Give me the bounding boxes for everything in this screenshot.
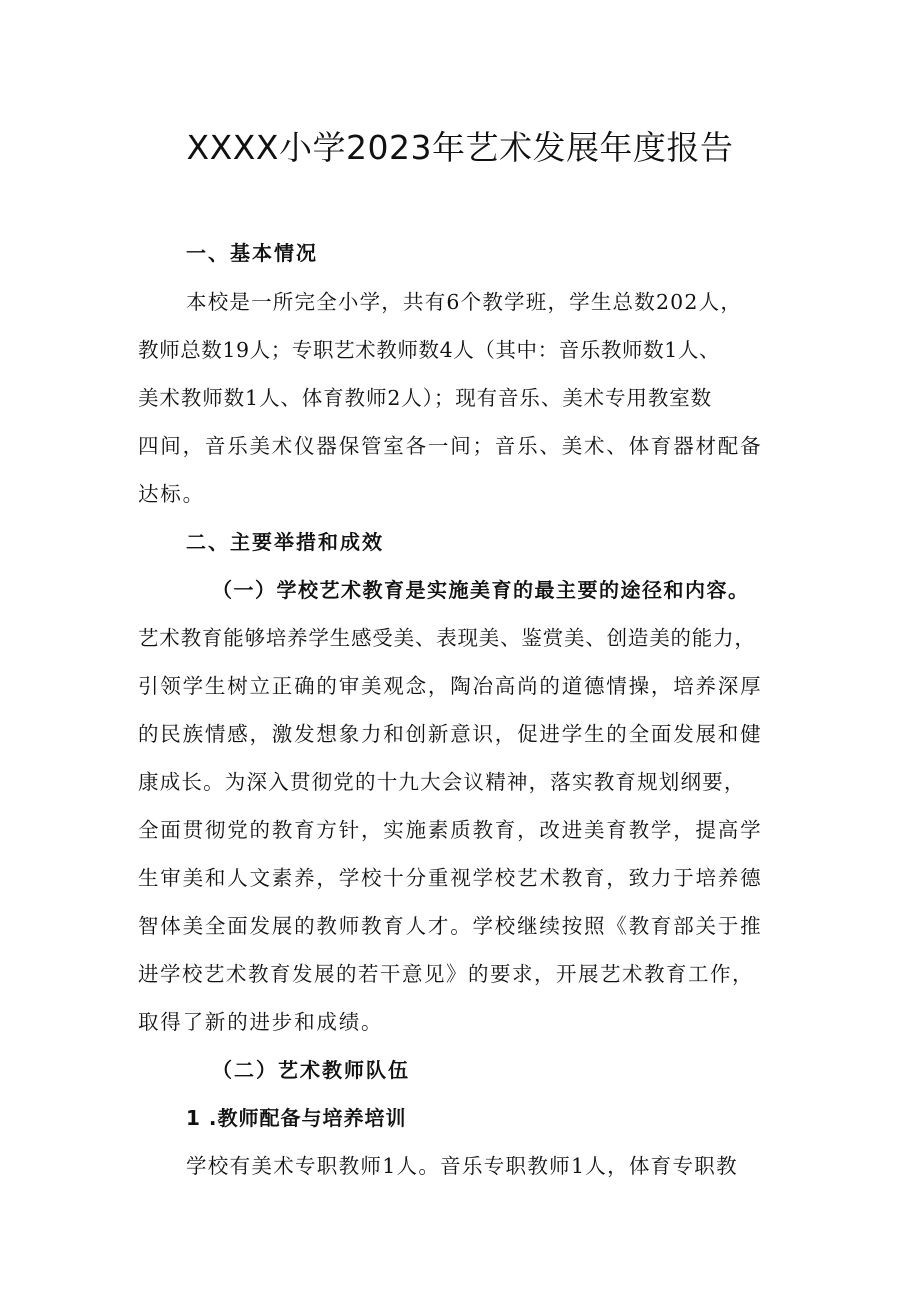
paragraph-line: 引领学生树立正确的审美观念，陶冶高尚的道德情操，培养深厚 xyxy=(138,674,763,698)
paragraph-line: 教师总数19人；专职艺术教师数4人（其中：音乐教师数1人、 xyxy=(138,338,721,362)
paragraph-line: 生审美和人文素养，学校十分重视学校艺术教育，致力于培养德 xyxy=(138,866,763,890)
paragraph-line: 全面贯彻党的教育方针，实施素质教育，改进美育教学，提高学 xyxy=(138,818,763,842)
paragraph-line: 取得了新的进步和成绩。 xyxy=(138,1010,384,1034)
paragraph-line: 进学校艺术教育发展的若干意见》的要求，开展艺术教育工作， xyxy=(138,962,754,986)
paragraph-line: 美术教师数1人、体育教师2人）；现有音乐、美术专用教室数 xyxy=(138,386,713,410)
paragraph-line: 的民族情感，激发想象力和创新意识，促进学生的全面发展和健 xyxy=(138,722,763,746)
paragraph-line: 智体美全面发展的教师教育人才。学校继续按照《教育部关于推 xyxy=(138,914,763,938)
paragraph-line: 本校是一所完全小学，共有6个教学班，学生总数202人， xyxy=(186,290,743,314)
section-1-heading: 一、基本情况 xyxy=(186,241,318,265)
document-title: XXXX小学2023年艺术发展年度报告 xyxy=(186,128,734,167)
paragraph-line: 康成长。为深入贯彻党的十九大会议精神，落实教育规划纲要， xyxy=(138,770,746,794)
item-1-heading: 1 .教师配备与培养培训 xyxy=(186,1106,407,1130)
paragraph-line: 学校有美术专职教师1人。音乐专职教师1人，体育专职教 xyxy=(186,1154,738,1178)
section-2-heading: 二、主要举措和成效 xyxy=(186,530,384,554)
subsection-1-heading: （一）学校艺术教育是实施美育的最主要的途径和内容。 xyxy=(212,578,750,602)
paragraph-line: 艺术教育能够培养学生感受美、表现美、鉴赏美、创造美的能力， xyxy=(138,626,756,650)
paragraph-line: 达标。 xyxy=(138,482,205,506)
paragraph-line: 四间，音乐美术仪器保管室各一间；音乐、美术、体育器材配备 xyxy=(138,434,763,458)
subsection-2-heading: （二）艺术教师队伍 xyxy=(212,1058,410,1082)
